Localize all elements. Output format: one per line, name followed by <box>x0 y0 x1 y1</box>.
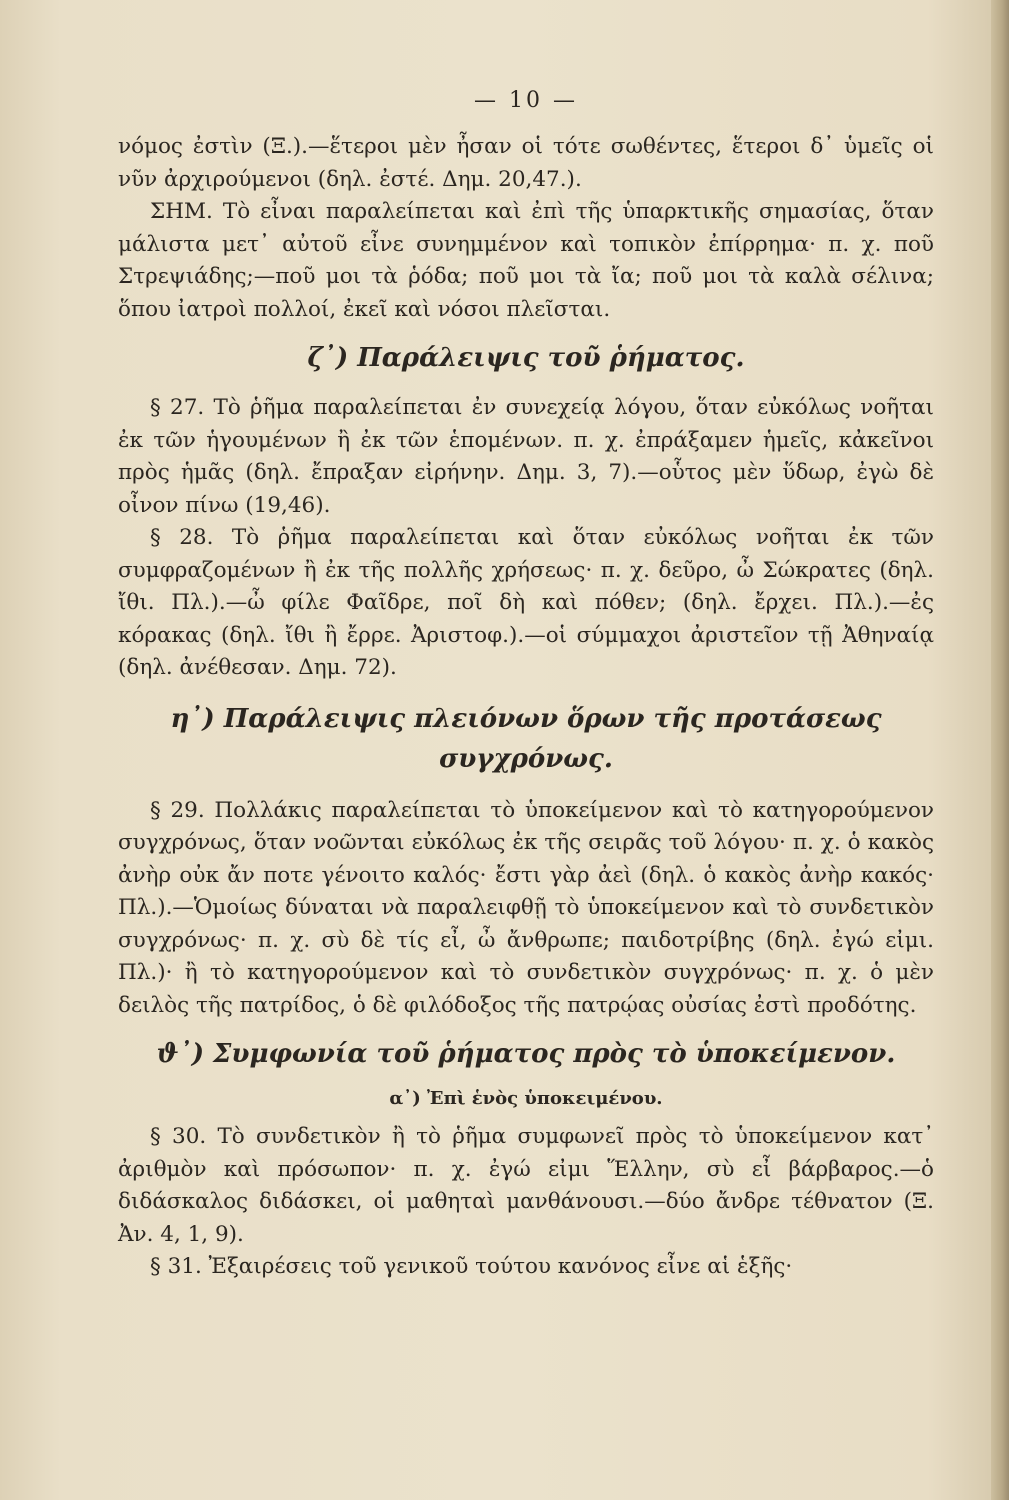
page-number: — 10 — <box>474 88 578 113</box>
book-binding-edge <box>991 0 1009 1500</box>
paragraph-section-29: § 29. Πολλάκις παραλείπεται τὸ ὑποκείμενον καὶ τὸ κατηγορούμενον συγχρόνως, ὅταν νοῶνται εὐκόλως ἐκ τῆς σειρᾶς τοῦ λόγου· π. χ. ὁ κακὸς ἀνὴρ οὐκ ἄν ποτε γένοιτο καλός· ἔστι γὰρ ἀεὶ (δηλ. ὁ κακὸς ἀνὴρ κακός· Πλ.).—Ὁμοίως δύναται νὰ παραλειφθῇ τὸ ὑποκείμενον καὶ τὸ συνδετικὸν συγχρόνως· π. χ. σὺ δὲ τίς εἶ, ὦ ἄνθρωπε; παιδοτρίβης (δηλ. ἐγώ εἰμι. Πλ.)· ἢ τὸ κατηγορούμενον καὶ τὸ συνδετικὸν συγχρόνως· π. χ. ὁ μὲν δειλὸς τῆς πατρίδος, ὁ δὲ φιλόδοξος τῆς πατρῴας οὐσίας ἐστὶ προδότης. <box>118 797 934 1018</box>
paragraph-section-27: § 27. Τὸ ῥῆμα παραλείπεται ἐν συνεχείᾳ λόγου, ὅταν εὐκόλως νοῆται ἐκ τῶν ἡγουμένων ἢ ἐκ τῶν ἑπομένων. π. χ. ἐπράξαμεν ἡμεῖς, κἀκεῖνοι πρὸς ἡμᾶς (δηλ. ἔπραξαν εἰρήνην. Δημ. 3, 7).—οὗτος μὲν ὕδωρ, ἐγὼ δὲ οἶνον πίνω (19,46). <box>118 395 934 518</box>
heading-eta: η᾽) Παράλειψις πλειόνων ὅρων τῆς προτάσεως συγχρόνως. <box>170 703 882 774</box>
paragraph-section-30: § 30. Τὸ συνδετικὸν ἢ τὸ ῥῆμα συμφωνεῖ πρὸς τὸ ὑποκείμενον κατ᾽ ἀριθμὸν καὶ πρόσωπον· π. χ. ἐγώ εἰμι Ἕλλην, σὺ εἶ βάρβαρος.—ὁ διδάσκαλος διδάσκει, οἱ μαθηταὶ μανθάνουσι.—δύο ἄνδρε τέθνατον (Ξ. Ἀν. 4, 1, 9). <box>118 1124 934 1247</box>
paragraph-continuation: νόμος ἐστὶν (Ξ.).—ἕτεροι μὲν ἦσαν οἱ τότε σωθέντες, ἕτεροι δ᾽ ὑμεῖς οἱ νῦν ἀρχιρούμενοι (δηλ. ἐστέ. Δημ. 20,47.). <box>118 134 934 192</box>
page-content <box>118 88 934 1284</box>
paragraph-section-28: § 28. Τὸ ῥῆμα παραλείπεται καὶ ὅταν εὐκόλως νοῆται ἐκ τῶν συμφραζομένων ἢ ἐκ τῆς πολλῆς χρήσεως· π. χ. δεῦρο, ὦ Σώκρατες (δηλ. ἴθι. Πλ.).—ὦ φίλε Φαῖδρε, ποῖ δὴ καὶ πόθεν; (δηλ. ἔρχει. Πλ.).—ἐς κόρακας (δηλ. ἴθι ἢ ἔρρε. Ἀριστοφ.).—οἱ σύμμαχοι ἀριστεῖον τῇ Ἀθηναίᾳ (δηλ. ἀνέθεσαν. Δημ. 72). <box>118 525 934 680</box>
paragraph-note: ΣΗΜ. Τὸ εἶναι παραλείπεται καὶ ἐπὶ τῆς ὑπαρκτικῆς σημασίας, ὅταν μάλιστα μετ᾽ αὐτοῦ εἶνε συνημμένον καὶ τοπικὸν ἐπίρρημα· π. χ. ποῦ Στρεψιάδης;—ποῦ μοι τὰ ῥόδα; ποῦ μοι τὰ ἴα; ποῦ μοι τὰ καλὰ σέλινα; ὅπου ἰατροὶ πολλοί, ἐκεῖ καὶ νόσοι πλεῖσται. <box>118 199 934 322</box>
heading-theta: ϑ᾽) Συμφωνία τοῦ ῥήματος πρὸς τὸ ὑποκείμενον. <box>156 1039 896 1069</box>
subheading-alpha: α᾽) Ἐπὶ ἑνὸς ὑποκειμένου. <box>389 1088 663 1109</box>
heading-zeta: ζ᾽) Παράλειψις τοῦ ῥήματος. <box>307 343 745 373</box>
paragraph-section-31: § 31. Ἐξαιρέσεις τοῦ γενικοῦ τούτου κανόνος εἶνε αἱ ἑξῆς· <box>150 1254 793 1279</box>
